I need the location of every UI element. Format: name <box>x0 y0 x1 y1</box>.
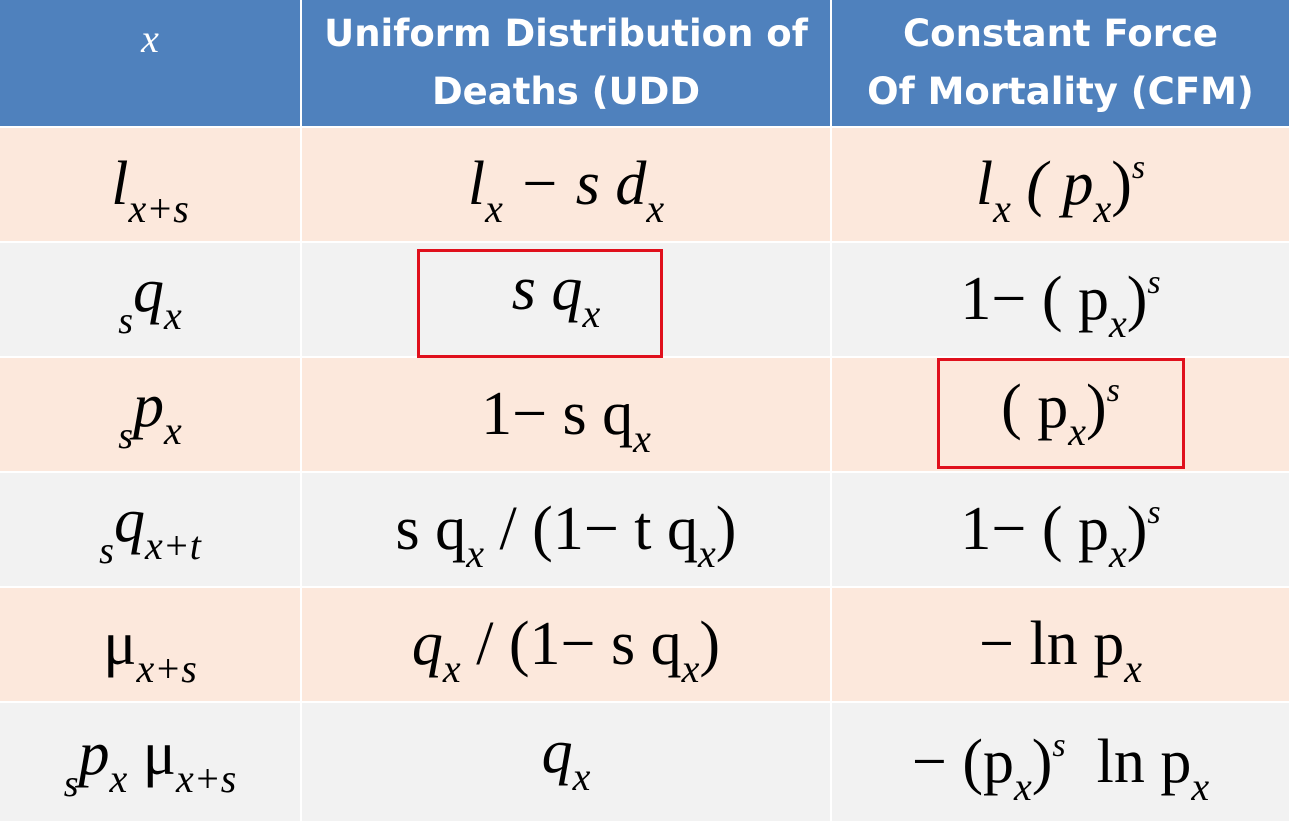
quantity-cell <box>0 703 300 821</box>
formula-l-x-plus-s: $l_{x+s}$ <box>111 150 189 231</box>
cfm-cell <box>830 243 1289 356</box>
formula-s-p-x: $_sp_x$ <box>118 372 182 457</box>
header-udd-line1: Uniform Distribution of <box>324 12 808 55</box>
header-udd-line2: Deaths (UDD <box>431 70 701 113</box>
header-cfm-line1: Constant Force <box>903 12 1218 55</box>
table-row <box>0 588 1289 701</box>
table-row <box>0 243 1289 356</box>
table-header-row <box>0 0 1289 126</box>
highlight-box <box>937 358 1185 469</box>
cfm-cell <box>830 473 1289 586</box>
quantity-cell <box>0 243 300 356</box>
cfm-formula: ( $p_x)^s$ <box>1001 372 1120 454</box>
udd-formula: $q_x / (1- s$ $q_x$) <box>411 610 721 691</box>
highlight-box <box>417 249 663 358</box>
udd-formula: $l_x - s$ $d_x$ <box>467 150 665 231</box>
cfm-cell <box>830 358 1289 471</box>
udd-cell <box>300 358 830 471</box>
udd-cell <box>300 128 830 241</box>
table-row <box>0 473 1289 586</box>
udd-formula: s $q_x / (1- t$ $q_x$) <box>395 495 737 576</box>
udd-formula: $q_x$ <box>541 717 591 799</box>
header-cfm <box>830 0 1289 126</box>
formula-s-q-x: $_sq_x$ <box>118 257 182 342</box>
cfm-formula: 1− ( $p_x)^s$ <box>960 264 1161 346</box>
table-row <box>0 703 1289 821</box>
udd-formula: s $q_x$ <box>511 255 601 336</box>
quantity-cell <box>0 588 300 701</box>
cfm-formula: − $\ln p_x$ <box>979 610 1142 691</box>
udd-formula: 1− s $q_x$ <box>481 380 651 461</box>
udd-cell <box>300 243 830 356</box>
cfm-cell <box>830 588 1289 701</box>
udd-cell <box>300 588 830 701</box>
udd-cell <box>300 703 830 821</box>
header-cfm-line2: Of Mortality (CFM) <box>867 70 1254 113</box>
formula-s-p-x-mu: $_sp_x$ $\mu_{x+s}$ <box>63 719 237 805</box>
udd-cell <box>300 473 830 586</box>
cfm-formula: $l_x$ ( $p_x)^s$ <box>975 149 1146 231</box>
header-udd <box>300 0 830 126</box>
quantity-cell <box>0 473 300 586</box>
formula-mu-x-plus-s: $\mu_{x+s}$ <box>103 610 197 691</box>
quantity-cell <box>0 358 300 471</box>
quantity-cell <box>0 128 300 241</box>
header-x-label: x <box>141 16 159 61</box>
header-x <box>0 0 300 126</box>
cfm-cell <box>830 703 1289 821</box>
table-row <box>0 128 1289 241</box>
cfm-formula: − $(p_x)^s$ $\ln p_x$ <box>911 726 1210 809</box>
cfm-formula: 1− ( $p_x)^s$ <box>960 494 1161 576</box>
cfm-cell <box>830 128 1289 241</box>
formula-s-q-x-plus-t: $_sq_{x+t}$ <box>99 487 201 572</box>
table-row <box>0 358 1289 471</box>
